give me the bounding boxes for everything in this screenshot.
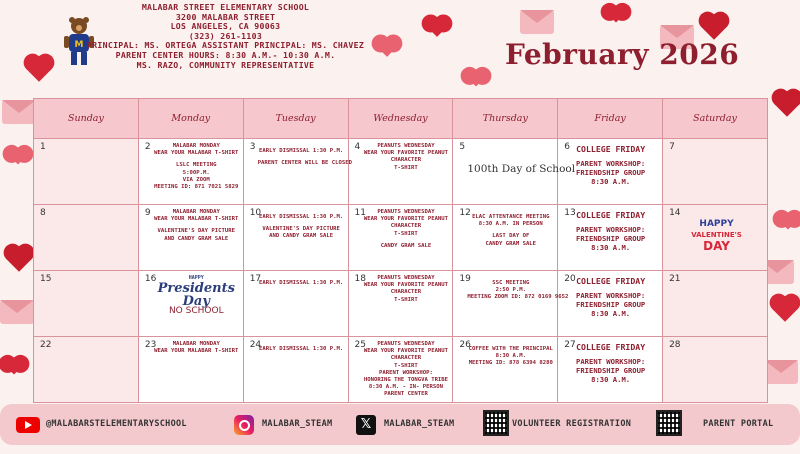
event-line: PEANUTS WEDNESDAY — [377, 275, 435, 281]
day-events — [467, 341, 554, 368]
college-friday-label: COLLEGE FRIDAY — [576, 210, 646, 220]
weekday-header: Monday — [138, 99, 243, 139]
day-events — [363, 275, 450, 304]
weekday-header: Sunday — [34, 99, 139, 139]
event-line: LAST DAY OF — [492, 233, 530, 240]
day-number: 27 — [564, 340, 576, 350]
day-number: 11 — [354, 208, 366, 218]
calendar-day-cell — [34, 139, 139, 205]
weekday-header: Wednesday — [348, 99, 453, 139]
school-name: MALABAR STREET ELEMENTARY SCHOOL — [141, 2, 310, 12]
school-principals: PRINCIPAL: MS. ORTEGA ASSISTANT PRINCIPAL: MS. CHAVEZ — [86, 40, 365, 51]
day-events — [153, 143, 240, 191]
day-events — [467, 163, 576, 175]
day-events — [467, 209, 554, 248]
day-number: 18 — [354, 274, 366, 284]
parent-workshop-line: 8:30 A.M. — [591, 309, 631, 318]
event-line: PEANUTS WEDNESDAY — [377, 209, 435, 215]
parent-workshop-line: PARENT WORKSHOP: — [576, 291, 646, 300]
day-events — [562, 210, 659, 252]
instagram-icon[interactable] — [234, 415, 254, 435]
day-number: 25 — [354, 340, 366, 350]
event-line: ELAC ATTENTANCE MEETING — [472, 214, 550, 220]
parent-workshop-line: 8:30 A.M. — [591, 375, 631, 384]
day-number: 5 — [459, 142, 466, 152]
presidents-day-graphic: Day — [182, 294, 210, 310]
parent-workshop-line: FRIENDSHIP GROUP — [576, 168, 646, 177]
event-line: EARLY DISMISSAL 1:30 P.M. — [259, 346, 344, 352]
community-rep: MS. RAZO, COMMUNITY REPRESENTATIVE — [136, 59, 315, 70]
event-line: PARENT CENTER — [384, 391, 428, 398]
calendar-week-row — [34, 205, 768, 271]
event-line: LSLC MEETING — [176, 162, 217, 169]
school-city: LOS ANGELES, CA 90063 — [170, 21, 281, 32]
month-title: February 2026 — [505, 38, 740, 71]
day-number: 7 — [669, 142, 675, 152]
parent-workshop-line: FRIENDSHIP GROUP — [576, 234, 646, 243]
instagram-handle[interactable]: MALABAR_STEAM — [262, 419, 333, 429]
day-number: 12 — [459, 208, 471, 218]
day-number: 1 — [40, 142, 46, 152]
valentine-greeting: HAPPY — [699, 219, 734, 229]
event-line: WEAR YOUR MALABAR T-SHIRT — [154, 150, 239, 157]
calendar-day-cell — [348, 337, 453, 403]
event-line: WEAR YOUR FAVORITE PEANUT — [363, 282, 449, 289]
calendar-day-cell — [663, 205, 768, 271]
parent-workshop-line: FRIENDSHIP GROUP — [576, 366, 646, 375]
school-header — [86, 2, 365, 70]
weekday-header: Saturday — [663, 99, 768, 139]
calendar-day-cell — [663, 271, 768, 337]
valentine-greeting: DAY — [703, 239, 730, 253]
event-line: 2:50 P.M. — [495, 287, 526, 294]
day-number: 14 — [669, 208, 681, 218]
calendar-day-cell — [558, 271, 663, 337]
calendar-week-row — [34, 337, 768, 403]
event-line: T-SHIRT — [394, 230, 418, 237]
presidents-day-graphic: Presidents — [157, 281, 235, 297]
day-events — [467, 275, 569, 302]
day-events — [258, 209, 345, 241]
event-line: WEAR YOUR FAVORITE PEANUT — [363, 150, 449, 157]
calendar-grid — [33, 98, 768, 403]
x-handle[interactable]: MALABAR_STEAM — [384, 419, 455, 429]
day-events — [363, 341, 450, 399]
calendar-day-cell — [243, 337, 348, 403]
day-events — [153, 341, 240, 355]
day-number: 6 — [564, 142, 570, 152]
parent-workshop-line: PARENT WORKSHOP: — [576, 225, 646, 234]
event-line: T-SHIRT — [394, 362, 418, 369]
day-number: 10 — [249, 208, 262, 218]
calendar-day-cell — [138, 205, 243, 271]
school-street: 3200 MALABAR STREET — [175, 11, 276, 22]
college-friday-label: COLLEGE FRIDAY — [576, 342, 646, 352]
weekday-header: Tuesday — [243, 99, 348, 139]
calendar-day-cell — [138, 271, 243, 337]
school-phone: (323) 261-1103 — [188, 30, 263, 41]
calendar-body — [34, 139, 768, 403]
day-number: 15 — [40, 274, 52, 284]
event-line: 8:30 A.M. - IN- PERSON — [368, 384, 443, 391]
event-line: 8:30 A.M. IN PERSON — [478, 221, 543, 228]
day-events — [363, 143, 450, 172]
day-number: 13 — [564, 208, 576, 218]
event-line: AND CANDY GRAM SALE — [269, 233, 334, 240]
calendar-day-cell — [453, 337, 558, 403]
event-line: VALENTINE'S DAY PICTURE — [157, 228, 235, 235]
event-line: CANDY GRAM SALE — [485, 240, 537, 247]
event-line: EARLY DISMISSAL 1:30 P.M. — [259, 148, 344, 154]
calendar-day-cell — [348, 205, 453, 271]
day-events — [562, 144, 659, 186]
event-big-label: 100th Day of School — [467, 163, 576, 175]
calendar-day-cell — [34, 205, 139, 271]
event-line: VIA ZOOM — [182, 176, 210, 183]
college-friday-label: COLLEGE FRIDAY — [576, 144, 646, 154]
youtube-handle[interactable]: @MALABARSTELEMENTARYSCHOOL — [46, 419, 187, 429]
day-number: 8 — [40, 208, 46, 218]
parent-workshop-line: PARENT WORKSHOP: — [576, 357, 646, 366]
event-line: EARLY DISMISSAL 1:30 P.M. — [259, 280, 344, 286]
parent-workshop-line: 8:30 A.M. — [591, 243, 631, 252]
event-line: HONORING THE TONGVA TRIBE — [363, 377, 449, 384]
event-line: T-SHIRT — [394, 164, 418, 171]
calendar-day-cell — [558, 205, 663, 271]
day-number: 9 — [144, 208, 151, 218]
event-line: EARLY DISMISSAL 1:30 P.M. — [259, 214, 344, 220]
weekday-header: Thursday — [453, 99, 558, 139]
day-events — [562, 342, 659, 384]
calendar-day-cell — [243, 139, 352, 205]
parent-portal[interactable]: PARENT PORTAL — [703, 419, 774, 429]
college-friday-label: COLLEGE FRIDAY — [576, 276, 646, 286]
day-number: 24 — [249, 340, 262, 350]
day-events — [562, 276, 659, 318]
qr-code-icon[interactable] — [656, 410, 682, 436]
event-line: CHARACTER — [390, 355, 422, 362]
day-number: 16 — [144, 274, 157, 284]
calendar-day-cell — [558, 139, 663, 205]
parent-workshop-line: 8:30 A.M. — [591, 177, 631, 186]
calendar-day-cell — [558, 337, 663, 403]
day-number: 4 — [354, 142, 361, 152]
event-line: PARENT WORKSHOP: — [379, 369, 433, 376]
event-line: T-SHIRT — [394, 296, 418, 303]
day-number: 20 — [564, 274, 576, 284]
presidents-day-graphic: HAPPY — [188, 275, 204, 281]
weekday-header: Friday — [558, 99, 663, 139]
event-line: WEAR YOUR FAVORITE PEANUT — [363, 348, 449, 355]
event-line: CHARACTER — [390, 289, 422, 296]
day-events — [363, 209, 450, 250]
calendar-day-cell — [34, 337, 139, 403]
event-line: MALABAR MONDAY — [172, 341, 220, 347]
day-events — [669, 219, 764, 252]
event-line: CANDY GRAM SALE — [380, 242, 432, 249]
weekday-header-row — [34, 99, 768, 139]
calendar-day-cell — [138, 337, 243, 403]
parent-center-hours: PARENT CENTER HOURS: 8:30 A.M.- 10:30 A.M. — [115, 49, 336, 60]
day-number: 28 — [669, 340, 681, 350]
calendar-day-cell — [348, 139, 453, 205]
event-line: MEETING ZOOM ID: 872 0169 9652 — [467, 294, 569, 301]
event-line: CHARACTER — [390, 223, 422, 230]
volunteer-registration[interactable]: VOLUNTEER REGISTRATION — [512, 419, 632, 429]
day-events — [153, 275, 240, 315]
day-number: 17 — [249, 274, 262, 284]
day-number: 19 — [459, 274, 471, 284]
event-line: AND CANDY GRAM SALE — [164, 235, 229, 242]
parent-workshop-line: PARENT WORKSHOP: — [576, 159, 646, 168]
day-events — [257, 143, 352, 167]
day-number: 23 — [144, 340, 157, 350]
event-line: COFFEE WITH THE PRINCIPAL — [468, 346, 553, 352]
event-line: MEETING ID: 871 7021 5829 — [154, 184, 239, 191]
event-line: WEAR YOUR MALABAR T-SHIRT — [154, 348, 239, 355]
event-line: MALABAR MONDAY — [172, 209, 220, 215]
calendar-day-cell — [453, 271, 569, 337]
calendar-week-row — [34, 139, 768, 205]
qr-code-icon[interactable] — [483, 410, 509, 436]
calendar-day-cell — [348, 271, 453, 337]
x-icon[interactable]: 𝕏 — [356, 415, 376, 435]
day-number: 22 — [40, 340, 52, 350]
calendar-day-cell — [34, 271, 139, 337]
event-line: PEANUTS WEDNESDAY — [377, 341, 435, 347]
event-line: MEETING ID: 878 6394 8280 — [468, 360, 553, 367]
calendar-week-row — [34, 271, 768, 337]
day-events — [153, 209, 240, 243]
event-line: 5:00P.M. — [182, 169, 210, 176]
event-line: VALENTINE'S DAY PICTURE — [262, 226, 340, 233]
event-line: PEANUTS WEDNESDAY — [377, 143, 435, 149]
event-line: PARENT CENTER WILL BE CLOSED — [257, 160, 352, 167]
day-events — [258, 341, 345, 353]
calendar-day-cell — [138, 139, 243, 205]
event-line: SSC MEETING — [492, 280, 530, 286]
event-line: CHARACTER — [390, 157, 422, 164]
event-line: MALABAR MONDAY — [172, 143, 220, 149]
day-number: 2 — [144, 142, 151, 152]
day-number: 21 — [669, 274, 681, 284]
day-number: 3 — [249, 142, 256, 152]
svg-text:M: M — [74, 40, 84, 50]
parent-workshop-line: FRIENDSHIP GROUP — [576, 300, 646, 309]
calendar-day-cell — [243, 205, 348, 271]
day-number: 26 — [459, 340, 471, 350]
no-school-label: NO SCHOOL — [168, 306, 224, 317]
event-line: WEAR YOUR MALABAR T-SHIRT — [154, 216, 239, 223]
youtube-icon[interactable] — [16, 417, 40, 433]
event-line: 8:30 A.M. — [495, 353, 526, 360]
calendar-day-cell — [243, 271, 348, 337]
calendar-day-cell — [663, 139, 768, 205]
valentine-greeting: VALENTINE'S — [691, 231, 742, 239]
event-line: WEAR YOUR FAVORITE PEANUT — [363, 216, 449, 223]
day-events — [258, 275, 345, 287]
calendar-day-cell — [453, 139, 576, 205]
calendar-day-cell — [453, 205, 558, 271]
calendar-day-cell — [663, 337, 768, 403]
